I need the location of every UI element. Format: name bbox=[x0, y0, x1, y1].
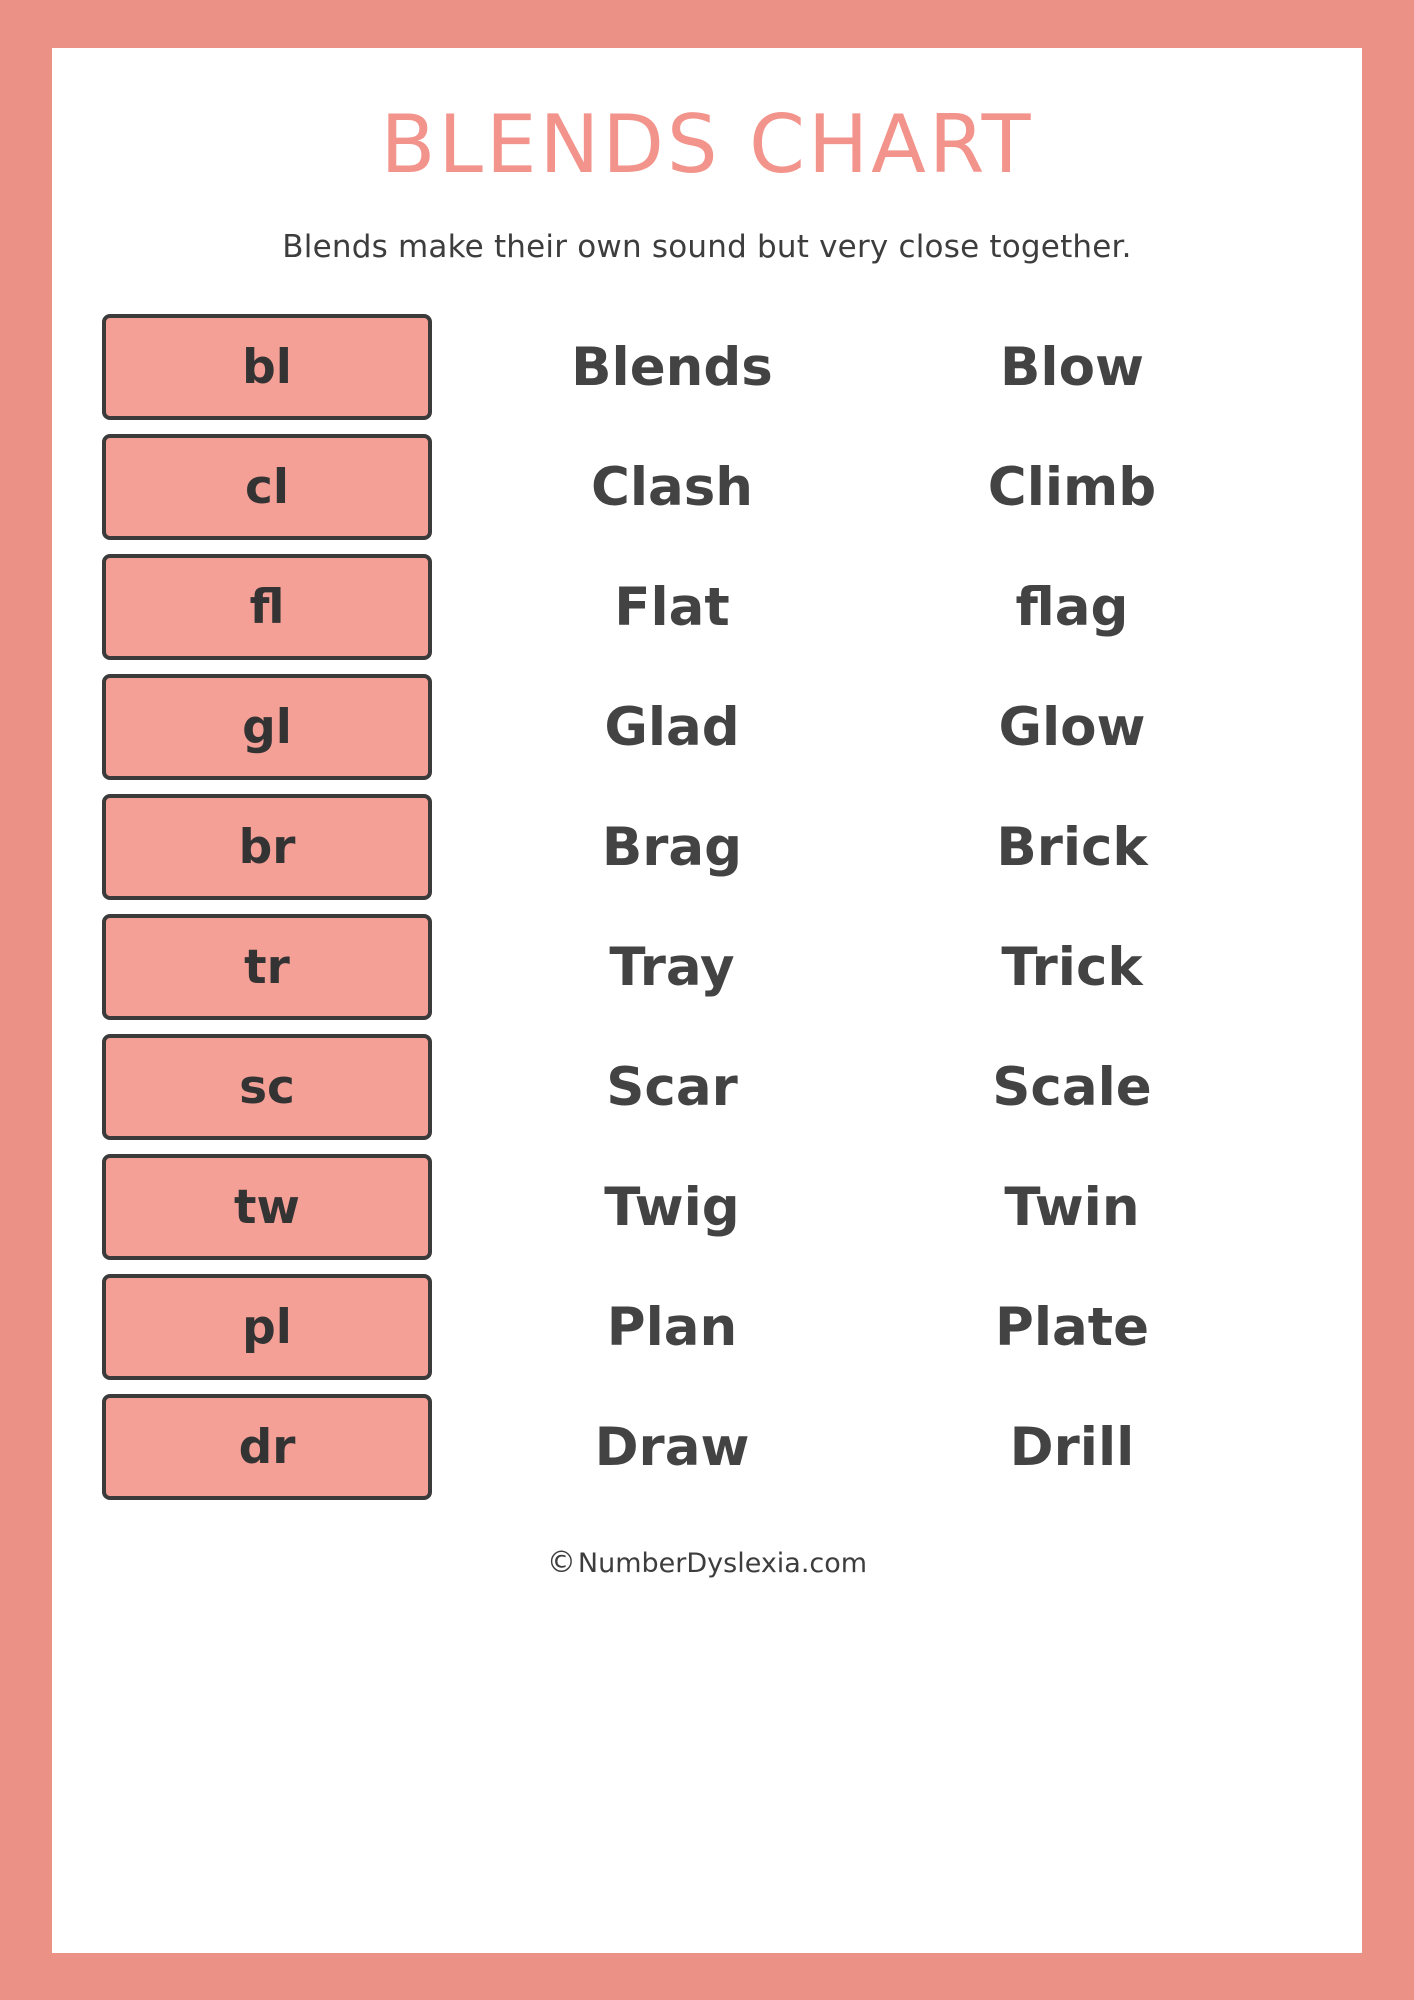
footer-credit bbox=[52, 1545, 1362, 1579]
example-word-2: Scale bbox=[992, 1056, 1152, 1118]
blend-cell bbox=[52, 1154, 482, 1260]
blend-badge: fl bbox=[102, 554, 432, 660]
blend-row bbox=[52, 667, 1362, 787]
footer-site-name: NumberDyslexia.com bbox=[577, 1548, 868, 1579]
blend-row bbox=[52, 547, 1362, 667]
blend-row bbox=[52, 1147, 1362, 1267]
example-word-1: Brag bbox=[601, 816, 743, 878]
blend-cell bbox=[52, 314, 482, 420]
example-word-1: Scar bbox=[606, 1056, 738, 1118]
example-word-2: Brick bbox=[996, 816, 1148, 878]
example-word-2: Twin bbox=[1004, 1176, 1140, 1238]
blend-badge: tw bbox=[102, 1154, 432, 1260]
example-word-1: Glad bbox=[604, 696, 740, 758]
example-word-1: Flat bbox=[614, 576, 730, 638]
worksheet-page bbox=[52, 48, 1362, 1953]
example-word-2: Glow bbox=[998, 696, 1146, 758]
blend-cell bbox=[52, 1034, 482, 1140]
blend-cell bbox=[52, 1274, 482, 1380]
page-title: BLENDS CHART bbox=[380, 98, 1034, 191]
blend-badge: sc bbox=[102, 1034, 432, 1140]
blend-badge: tr bbox=[102, 914, 432, 1020]
blend-cell bbox=[52, 674, 482, 780]
blend-row bbox=[52, 427, 1362, 547]
example-word-1: Draw bbox=[594, 1416, 750, 1478]
blend-cell bbox=[52, 554, 482, 660]
blend-row bbox=[52, 307, 1362, 427]
blend-badge: dr bbox=[102, 1394, 432, 1500]
blend-row bbox=[52, 1387, 1362, 1507]
page-subtitle: Blends make their own sound but very close together. bbox=[282, 229, 1132, 265]
blend-badge: bl bbox=[102, 314, 432, 420]
blend-row bbox=[52, 787, 1362, 907]
blend-badge: gl bbox=[102, 674, 432, 780]
blend-row bbox=[52, 1267, 1362, 1387]
example-word-1: Tray bbox=[609, 936, 735, 998]
blend-cell bbox=[52, 434, 482, 540]
example-word-1: Blends bbox=[571, 336, 773, 398]
copyright-icon: © bbox=[546, 1545, 576, 1579]
blend-cell bbox=[52, 794, 482, 900]
blend-cell bbox=[52, 914, 482, 1020]
example-word-2: flag bbox=[1015, 576, 1129, 638]
example-word-1: Twig bbox=[604, 1176, 740, 1238]
blend-badge: pl bbox=[102, 1274, 432, 1380]
blend-badge: br bbox=[102, 794, 432, 900]
example-word-1: Clash bbox=[590, 456, 754, 518]
example-word-2: Plate bbox=[994, 1296, 1150, 1358]
blend-cell bbox=[52, 1394, 482, 1500]
example-word-2: Climb bbox=[987, 456, 1157, 518]
blends-list bbox=[52, 307, 1362, 1507]
example-word-2: Trick bbox=[1001, 936, 1143, 998]
blend-row bbox=[52, 907, 1362, 1027]
blend-row bbox=[52, 1027, 1362, 1147]
blend-badge: cl bbox=[102, 434, 432, 540]
example-word-2: Drill bbox=[1009, 1416, 1135, 1478]
example-word-2: Blow bbox=[1000, 336, 1144, 398]
example-word-1: Plan bbox=[606, 1296, 738, 1358]
